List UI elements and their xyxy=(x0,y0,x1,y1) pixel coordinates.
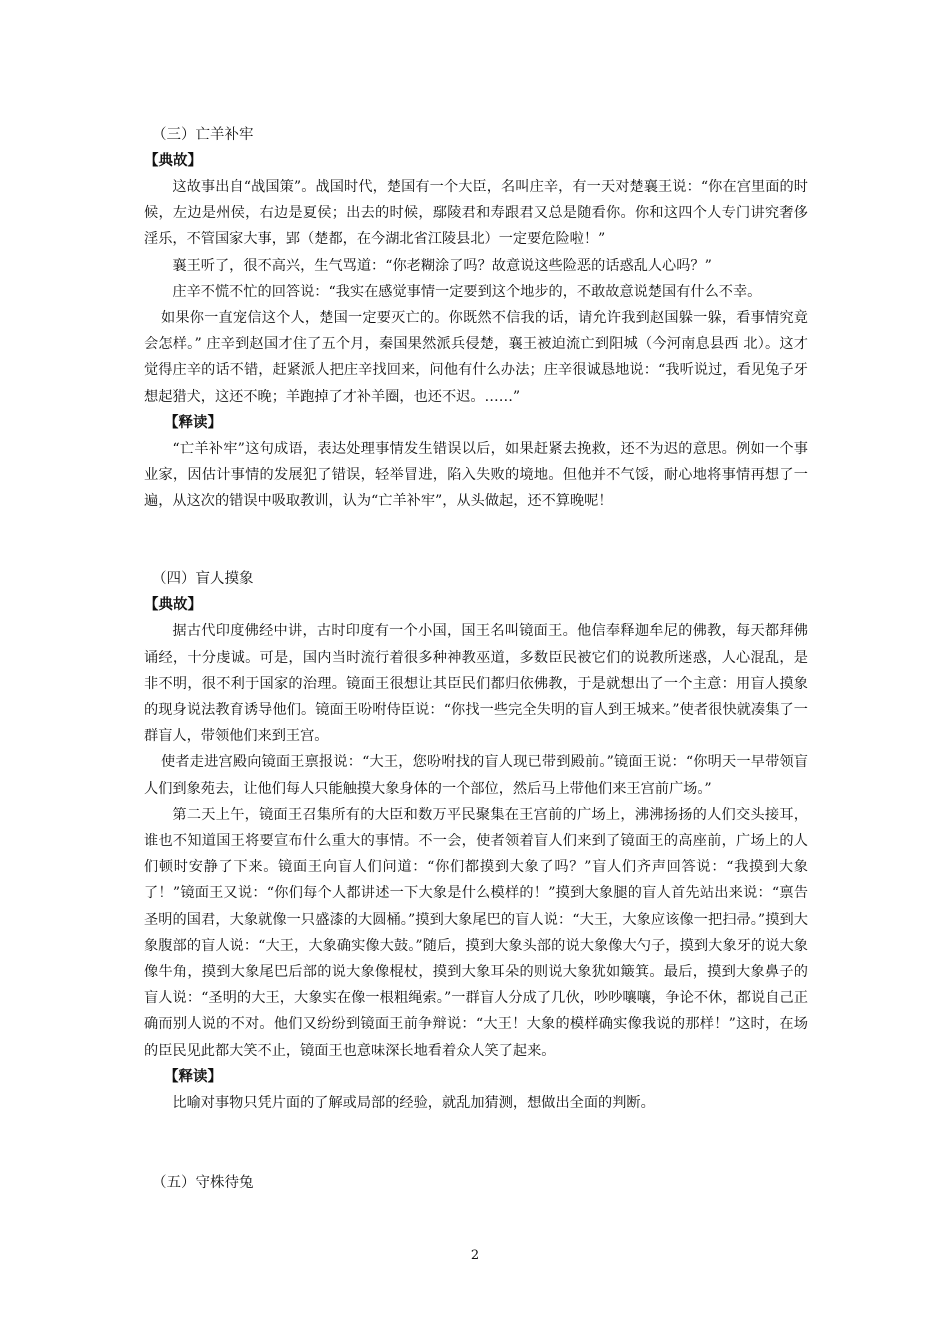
story-paragraph: 据古代印度佛经中讲，古时印度有一个小国，国王名叫镜面王。他信奉释迦牟尼的佛教，每天都拜佛诵经，十分虔诚。可是，国内当时流行着很多种神教巫道，多数臣民被它们的说教所迷惑，人心混乱，是非不明，很不利于国家的治理。镜面王很想让其臣民们都归依佛教，于是就想出了一个主意：用盲人摸象的现身说法教育诱导他们。镜面王吩咐侍臣说：“你找一些完全失明的盲人到王城来。”使者很快就凑集了一群盲人，带领他们来到王宫。 xyxy=(144,623,808,745)
story-label: 【典故】 xyxy=(144,152,202,169)
page-number: 2 xyxy=(470,1248,480,1263)
story-paragraph: 襄王听了，很不高兴，生气骂道：“你老糊涂了吗？故意说这些险恶的话惑乱人心吗？” xyxy=(172,257,712,274)
explain-label: 【释读】 xyxy=(164,413,222,431)
section-spacer xyxy=(144,514,808,566)
explain-paragraph: “亡羊补牢”这句成语，表达处理事情发生错误以后，如果赶紧去挽救，还不为迟的意思。例如一个事业家，因估计事情的发展犯了错误，轻举冒进，陷入失败的境地。但他并不气馁，耐心地将事情再想了一遍，从这次的错误中吸取教训，认为“亡羊补牢”，从头做起，还不算晚呢！ xyxy=(144,440,808,510)
section-title: （五）守株待兔 xyxy=(152,1175,254,1192)
section-wangyang-bulao xyxy=(144,122,808,514)
story-paragraph: 使者走进宫殿向镜面王禀报说：“大王，您吩咐找的盲人现已带到殿前。”镜面王说：“你明天一早带领盲人们到象苑去，让他们每人只能触摸大象身体的一个部位，然后马上带他们来王宫前广场。” xyxy=(144,754,808,797)
explain-paragraph: 比喻对事物只凭片面的了解或局部的经验，就乱加猜测，想做出全面的判断。 xyxy=(172,1094,655,1111)
section-title: （三）亡羊补牢 xyxy=(152,127,254,143)
section-title: （四）盲人摸象 xyxy=(152,571,254,588)
story-paragraph: 如果你一直宠信这个人，楚国一定要灭亡的。你既然不信我的话，请允许我到赵国躲一躲，看事情究竟会怎样。” 庄辛到赵国才住了五个月，秦国果然派兵侵楚，襄王被迫流亡到阳城（今河南息县西 北）。这才觉得庄辛的话不错，赶紧派人把庄辛找回来，问他有什么办法；庄辛很诚恳地说：“我听说过，看见兔子牙想起猎犬，这还不晚；羊跑掉了才补羊圈，也还不迟。……” xyxy=(144,310,808,405)
story-paragraph: 第二天上午，镜面王召集所有的大臣和数万平民聚集在王宫前的广场上，沸沸扬扬的人们交头接耳，谁也不知道国王将要宣布什么重大的事情。不一会，使者领着盲人们来到了镜面王的高座前，广场上的人们顿时安静了下来。镜面王向盲人们问道：“你们都摸到大象了吗？”盲人们齐声回答说：“我摸到大象了！”镜面王又说：“你们每个人都讲述一下大象是什么模样的！”摸到大象腿的盲人首先站出来说：“禀告圣明的国君，大象就像一只盛漆的大圆桶。”摸到大象尾巴的盲人说：“大王，大象应该像一把扫帚。”摸到大象腹部的盲人说：“大王，大象确实像大鼓。”随后，摸到大象头部的说大象像大勺子，摸到大象牙的说大象像牛角，摸到大象尾巴后部的说大象像棍杖，摸到大象耳朵的则说大象犹如簸箕。最后，摸到大象鼻子的盲人说：“圣明的大王，大象实在像一根粗绳索。”一群盲人分成了几伙，吵吵嚷嚷，争论不休，都说自己正确而别人说的不对。他们又纷纷到镜面王前争辩说：“大王！大象的模样确实像我说的那样！”这时，在场的臣民见此都大笑不止，镜面王也意味深长地看着众人笑了起来。 xyxy=(144,806,809,1059)
section-spacer xyxy=(144,1116,808,1170)
story-paragraph: 这故事出自“战国策”。战国时代，楚国有一个大臣，名叫庄辛，有一天对楚襄王说：“你在宫里面的时候，左边是州侯，右边是夏侯；出去的时候，鄢陵君和寿跟君又总是随看你。你和这四个人专门讲究奢侈淫乐，不管国家大事，郢（楚都，在今湖北省江陵县北）一定要危险啦！” xyxy=(144,179,808,248)
explain-label: 【释读】 xyxy=(164,1067,222,1085)
section-shouzhu-daitu xyxy=(144,1170,808,1196)
story-paragraph: 庄辛不慌不忙的回答说：“我实在感觉事情一定要到这个地步的，不敢故意说楚国有什么不幸。 xyxy=(172,283,762,300)
section-mangren-moxiang xyxy=(144,566,808,1116)
story-label: 【典故】 xyxy=(144,596,202,614)
document-body xyxy=(144,122,808,1196)
